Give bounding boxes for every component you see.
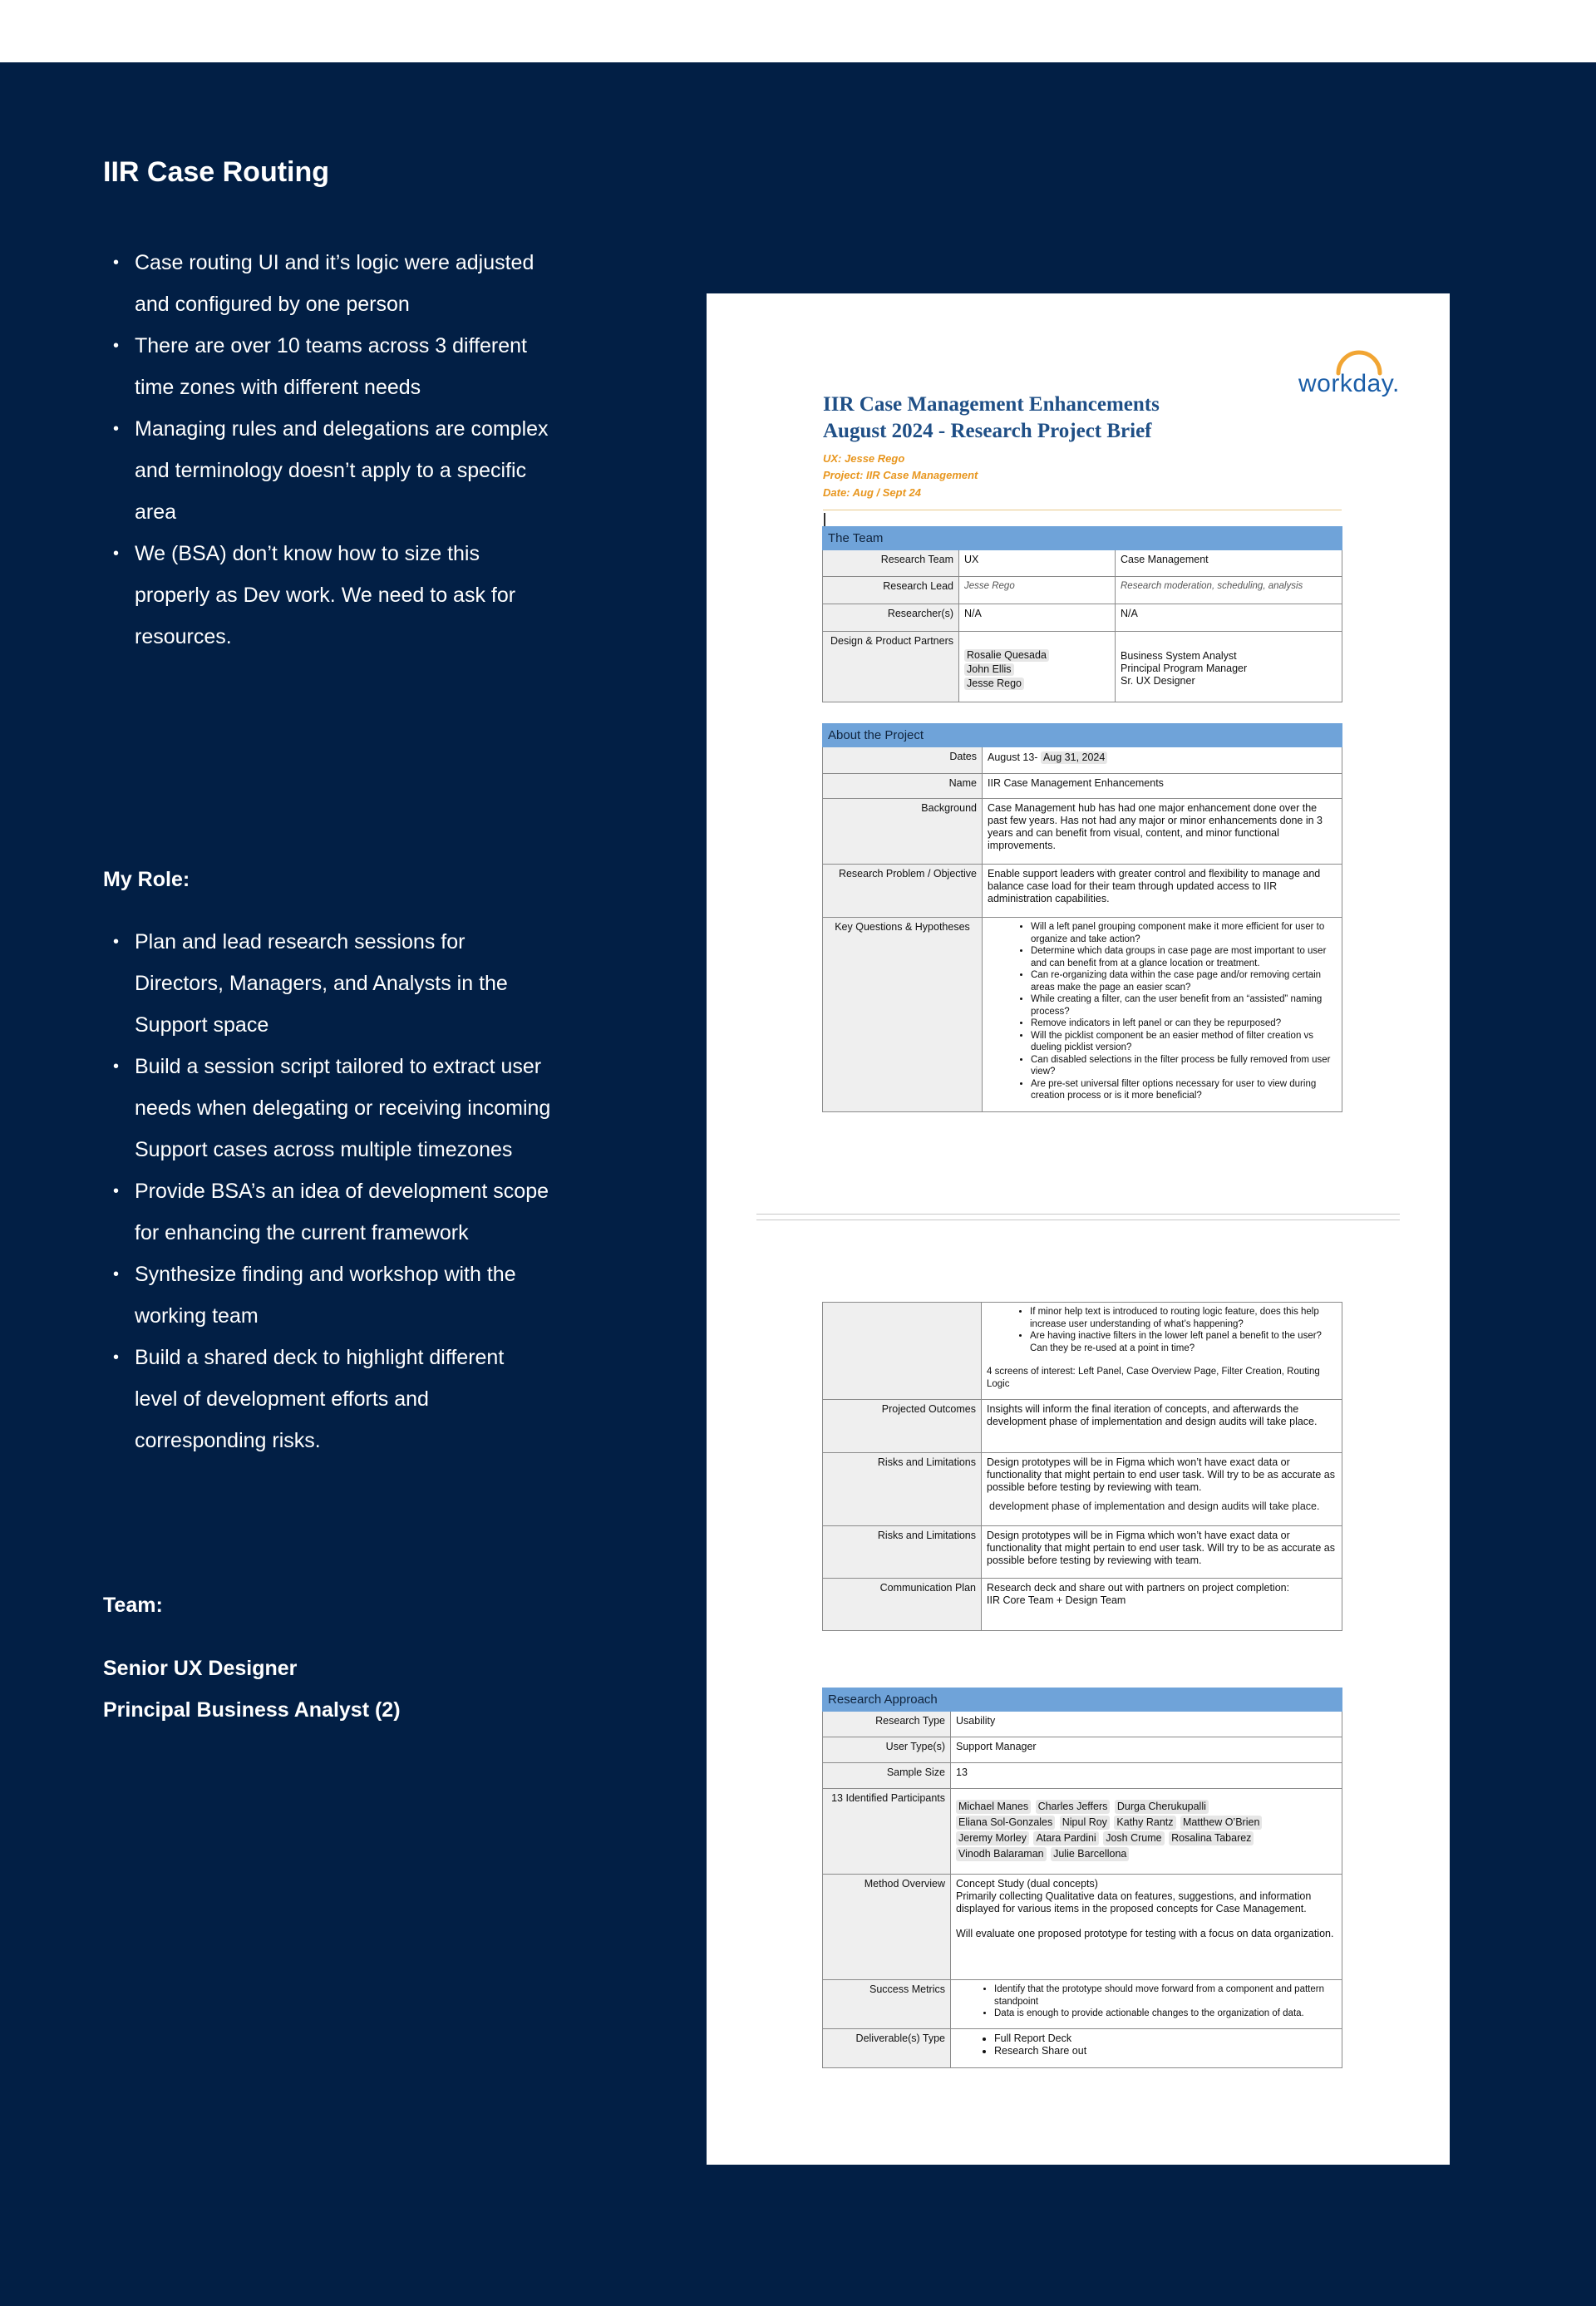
team-table — [822, 526, 1342, 702]
method-paragraph: Will evaluate one proposed prototype for testing with a focus on data organization. — [956, 1928, 1334, 1939]
row-label: Deliverable(s) Type — [823, 2029, 951, 2068]
key-question: • If minor help text is introduced to routing logic feature, does this help increase user understanding of what’s happening? — [1030, 1306, 1337, 1330]
method-paragraph: Primarily collecting Qualitative data on features, suggestions, and information displayed for various items in the proposed concepts for Case Management. — [956, 1890, 1312, 1914]
key-question: • Will a left panel grouping component make it more efficient for user to organize and take action? — [1031, 921, 1337, 945]
participant-chip: Nipul Roy — [1060, 1816, 1110, 1830]
continued-table — [822, 1302, 1342, 1631]
participant-chip: Kathy Rantz — [1114, 1816, 1175, 1830]
participant-chip: Rosalina Tabarez — [1169, 1831, 1254, 1845]
key-question: • Will the picklist component be an easier method of filter creation vs dueling picklist version? — [1031, 1030, 1337, 1054]
cell: 13 — [951, 1763, 1342, 1789]
cell: Usability — [951, 1712, 1342, 1737]
role-bullet: • Build a session script tailored to extract user needs when delegating or receiving incoming Support cases across multiple timezones — [103, 1046, 552, 1170]
row-label: Design & Product Partners — [823, 632, 959, 702]
metric-item: • Data is enough to provide actionable changes to the organization of data. — [994, 2008, 1337, 2020]
partners-cell — [959, 632, 1116, 702]
key-question: • Determine which data groups in case page are most important to user and can benefit from at a glance location or treatment. — [1031, 945, 1337, 969]
row-label: Dates — [823, 747, 983, 774]
intro-bullet: • We (BSA) don’t know how to size this properly as Dev work. We need to ask for resources. — [103, 533, 552, 658]
participant-chip: Atara Pardini — [1033, 1831, 1098, 1845]
partner-chip: John Ellis — [964, 663, 1014, 676]
method-cell — [951, 1875, 1342, 1980]
brief-title-line1: IIR Case Management Enhancements — [823, 393, 1160, 416]
row-label: Sample Size — [823, 1763, 951, 1789]
row-label: Risks and Limitations — [823, 1526, 982, 1579]
comm-line: IIR Core Team + Design Team — [987, 1594, 1126, 1606]
participant-chip: Michael Manes — [956, 1800, 1031, 1814]
participant-chip: Matthew O’Brien — [1180, 1816, 1262, 1830]
role-bullet: • Synthesize finding and workshop with the working team — [103, 1254, 552, 1337]
cell: IIR Case Management Enhancements — [983, 774, 1342, 799]
participant-chip: Julie Barcellona — [1051, 1847, 1129, 1861]
team-member: Senior UX Designer — [103, 1657, 298, 1680]
partner-chip: Jesse Rego — [964, 678, 1024, 690]
brief-title — [823, 392, 1160, 445]
row-label: Research Team — [823, 550, 959, 577]
key-questions-list — [987, 1306, 1337, 1354]
meta-date: Date: Aug / Sept 24 — [823, 486, 921, 499]
team-table-header: The Team — [823, 527, 1342, 550]
cell: Case Management hub has had one major enhancement done over the past few years. Has not had any major or minor enhancements done in 3 years and can benefit from visual, content, and minor functional improvements. — [983, 799, 1342, 865]
row-label: Research Lead — [823, 577, 959, 604]
meta-ux: UX: Jesse Rego — [823, 452, 905, 465]
key-questions-cell — [983, 918, 1342, 1112]
date-end-chip: Aug 31, 2024 — [1041, 751, 1107, 764]
cell: Design prototypes will be in Figma which won’t have exact data or functionality that might pertain to end user task. Will try to be as accurate as possible before testing by reviewing with team. — [982, 1526, 1342, 1579]
deliverables-list — [956, 2033, 1337, 2057]
research-brief-document — [707, 293, 1450, 2165]
row-label: Background — [823, 799, 983, 865]
participant-chip: Vinodh Balaraman — [956, 1847, 1047, 1861]
cell: UX — [959, 550, 1116, 577]
key-question: • While creating a filter, can the user benefit from an “assisted” naming process? — [1031, 993, 1337, 1017]
meta-project: Project: IIR Case Management — [823, 469, 978, 481]
brief-title-line2: August 2024 - Research Project Brief — [823, 420, 1152, 442]
key-questions-list — [988, 921, 1337, 1102]
team-heading: Team: — [103, 1594, 163, 1617]
overlapping-text-fragment: development phase of implementation and design audits will take place. — [984, 1500, 1340, 1517]
partner-role: Business System Analyst — [1121, 650, 1237, 662]
comm-cell — [982, 1579, 1342, 1631]
participant-chip: Jeremy Morley — [956, 1831, 1029, 1845]
key-question: • Are having inactive filters in the lower left panel a benefit to the user? Can they be re-used at a point in time? — [1030, 1330, 1337, 1354]
approach-table-header: Research Approach — [823, 1688, 1342, 1712]
page-break — [756, 1214, 1400, 1220]
role-bullet-list — [103, 921, 552, 1461]
row-label: User Type(s) — [823, 1737, 951, 1763]
key-question: • Are pre-set universal filter options necessary for user to view during creation process or is it more beneficial? — [1031, 1078, 1337, 1102]
row-label: 13 Identified Participants — [823, 1789, 951, 1875]
key-questions-cont-cell — [982, 1303, 1342, 1400]
top-white-bar — [0, 0, 1596, 62]
deliverables-cell — [951, 2029, 1342, 2068]
row-label: Research Problem / Objective — [823, 865, 983, 918]
row-label: Key Questions & Hypotheses — [823, 918, 983, 1112]
cell: N/A — [1116, 604, 1342, 632]
row-label: Research Type — [823, 1712, 951, 1737]
intro-bullet: • There are over 10 teams across 3 different time zones with different needs — [103, 325, 552, 408]
row-label: Researcher(s) — [823, 604, 959, 632]
row-label: Name — [823, 774, 983, 799]
partner-role: Principal Program Manager — [1121, 663, 1248, 674]
workday-logo — [1298, 352, 1406, 402]
section-title: IIR Case Routing — [103, 156, 330, 188]
intro-bullet: • Managing rules and delegations are complex and terminology doesn’t apply to a specific area — [103, 408, 552, 533]
comm-line: Research deck and share out with partners on project completion: — [987, 1582, 1290, 1594]
deliverable-item: • Full Report Deck — [994, 2033, 1337, 2045]
cell: N/A — [959, 604, 1116, 632]
cell: Jesse Rego — [959, 577, 1116, 604]
approach-table — [822, 1688, 1342, 2068]
dates-cell — [983, 747, 1342, 774]
participant-chip: Durga Cherukupalli — [1115, 1800, 1209, 1814]
partner-chip: Rosalie Quesada — [964, 649, 1049, 662]
metric-item: • Identify that the prototype should move forward from a component and pattern standpoint — [994, 1983, 1337, 2008]
role-heading: My Role: — [103, 868, 190, 891]
row-label: Projected Outcomes — [823, 1400, 982, 1453]
participants-cell — [951, 1789, 1342, 1875]
partner-roles-cell — [1116, 632, 1342, 702]
row-label: Success Metrics — [823, 1980, 951, 2029]
partner-role: Sr. UX Designer — [1121, 675, 1195, 687]
role-bullet: • Build a shared deck to highlight different level of development efforts and corresponding risks. — [103, 1337, 552, 1461]
metrics-cell — [951, 1980, 1342, 2029]
metrics-list — [956, 1983, 1337, 2020]
row-label: Risks and Limitations — [823, 1453, 982, 1526]
cell: Support Manager — [951, 1737, 1342, 1763]
date-start: August 13- — [988, 751, 1038, 763]
about-table — [822, 723, 1342, 1112]
cell: Design prototypes will be in Figma which won’t have exact data or functionality that might pertain to end user task. Will try to be as accurate as possible before testing by reviewing with team. — [982, 1453, 1342, 1526]
cell: Enable support leaders with greater control and flexibility to manage and balance case load for their team through updated access to IIR administration capabilities. — [983, 865, 1342, 918]
intro-bullet-list — [103, 242, 552, 658]
row-label — [823, 1303, 982, 1400]
participant-chip: Eliana Sol-Gonzales — [956, 1816, 1055, 1830]
role-bullet: • Provide BSA’s an idea of development scope for enhancing the current framework — [103, 1170, 552, 1254]
logo-wordmark: workday. — [1298, 370, 1400, 397]
cell: Research moderation, scheduling, analysis — [1116, 577, 1342, 604]
key-question: • Can re-organizing data within the case page and/or removing certain areas make the page an easier scan? — [1031, 969, 1337, 993]
participant-chip: Josh Crume — [1103, 1831, 1164, 1845]
key-question: • Can disabled selections in the filter process be fully removed from user view? — [1031, 1054, 1337, 1078]
row-label: Communication Plan — [823, 1579, 982, 1631]
text-cursor — [824, 513, 825, 526]
method-title: Concept Study (dual concepts) — [956, 1878, 1098, 1890]
deliverable-item: • Research Share out — [994, 2045, 1337, 2057]
team-member: Principal Business Analyst (2) — [103, 1698, 401, 1722]
cell: Case Management — [1116, 550, 1342, 577]
participant-chip: Charles Jeffers — [1036, 1800, 1111, 1814]
row-label: Method Overview — [823, 1875, 951, 1980]
screens-note: 4 screens of interest: Left Panel, Case Overview Page, Filter Creation, Routing Logic — [987, 1367, 1320, 1389]
role-bullet: • Plan and lead research sessions for Directors, Managers, and Analysts in the Support space — [103, 921, 552, 1046]
key-question: • Remove indicators in left panel or can they be repurposed? — [1031, 1017, 1337, 1030]
cell: Insights will inform the final iteration of concepts, and afterwards the development phase of implementation and design audits will take place. — [982, 1400, 1342, 1453]
intro-bullet: • Case routing UI and it’s logic were adjusted and configured by one person — [103, 242, 552, 325]
about-table-header: About the Project — [823, 724, 1342, 747]
